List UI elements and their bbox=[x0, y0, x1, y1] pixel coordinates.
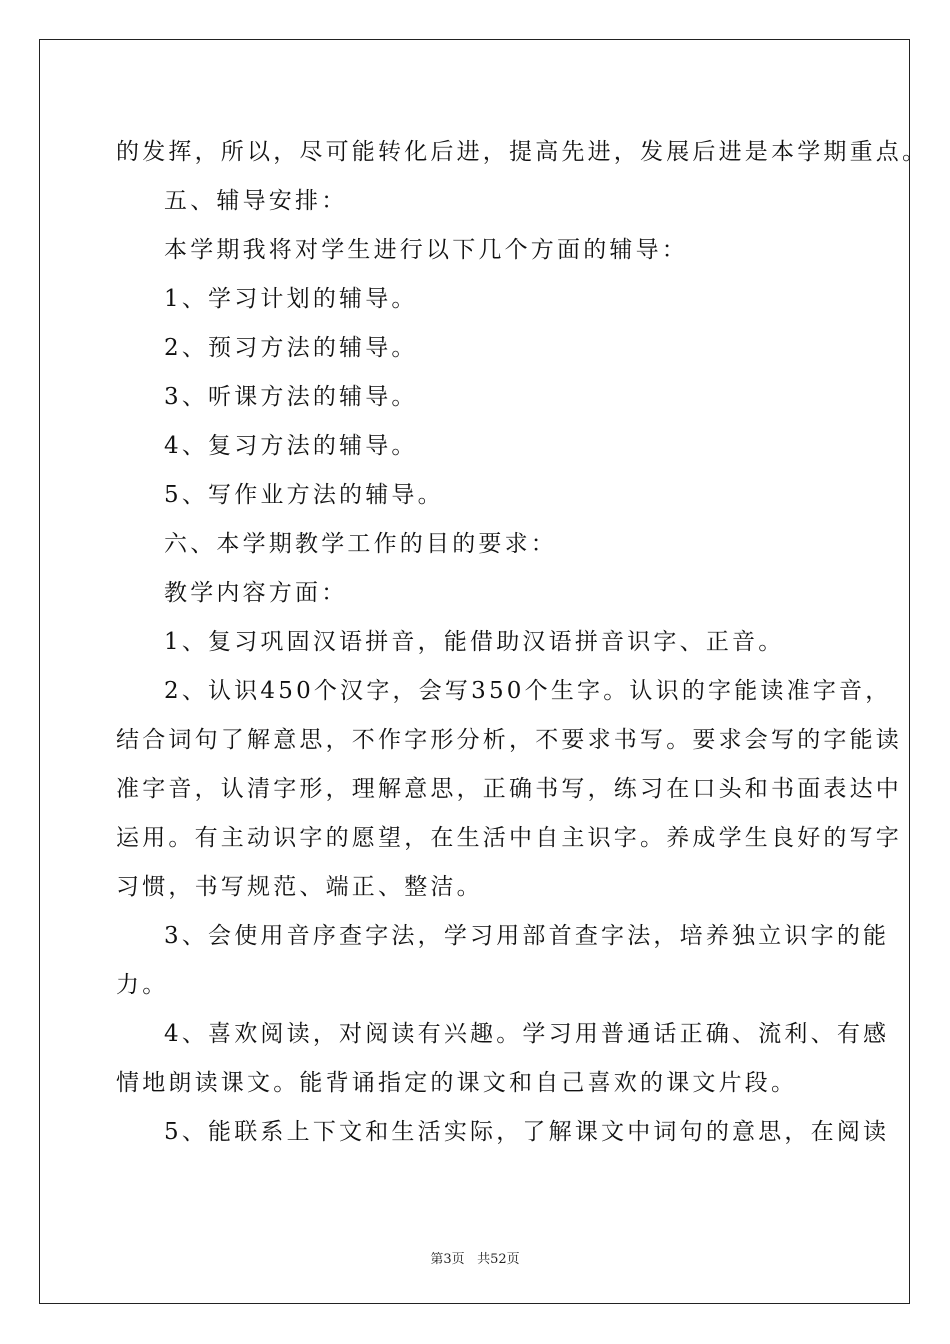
text-line: 结合词句了解意思，不作字形分析，不要求书写。要求会写的字能读 bbox=[116, 727, 902, 753]
text-line: 力。 bbox=[116, 972, 169, 998]
text-line: 2、认识450个汉字，会写350个生字。认识的字能读准字音， bbox=[164, 678, 892, 704]
text-line: 准字音，认清字形，理解意思，正确书写，练习在口头和书面表达中 bbox=[116, 776, 902, 802]
text-line: 1、学习计划的辅导。 bbox=[164, 286, 418, 312]
document-body bbox=[116, 128, 929, 1157]
text-line: 5、能联系上下文和生活实际，了解课文中词句的意思，在阅读 bbox=[164, 1119, 890, 1145]
text-line: 六、本学期教学工作的目的要求： bbox=[164, 531, 557, 557]
text-line: 1、复习巩固汉语拼音，能借助汉语拼音识字、正音。 bbox=[164, 629, 785, 655]
text-line: 的发挥，所以，尽可能转化后进，提高先进，发展后进是本学期重点。 bbox=[116, 139, 929, 165]
text-line: 3、会使用音序查字法，学习用部首查字法，培养独立识字的能 bbox=[164, 923, 890, 949]
text-line: 3、听课方法的辅导。 bbox=[164, 384, 418, 410]
page-number: 第3页 bbox=[430, 1252, 465, 1267]
text-line: 4、复习方法的辅导。 bbox=[164, 433, 418, 459]
text-line: 习惯，书写规范、端正、整洁。 bbox=[116, 874, 483, 900]
text-line: 运用。有主动识字的愿望，在生活中自主识字。养成学生良好的写字 bbox=[116, 825, 902, 851]
text-line: 情地朗读课文。能背诵指定的课文和自己喜欢的课文片段。 bbox=[116, 1070, 798, 1096]
text-line: 5、写作业方法的辅导。 bbox=[164, 482, 444, 508]
text-line: 教学内容方面： bbox=[164, 580, 348, 606]
text-line: 4、喜欢阅读，对阅读有兴趣。学习用普通话正确、流利、有感 bbox=[164, 1021, 890, 1047]
page-total: 共52页 bbox=[477, 1252, 520, 1267]
text-line: 五、辅导安排： bbox=[164, 188, 348, 214]
text-line: 本学期我将对学生进行以下几个方面的辅导： bbox=[164, 237, 688, 263]
text-line: 2、预习方法的辅导。 bbox=[164, 335, 418, 361]
page-footer bbox=[0, 1248, 950, 1267]
